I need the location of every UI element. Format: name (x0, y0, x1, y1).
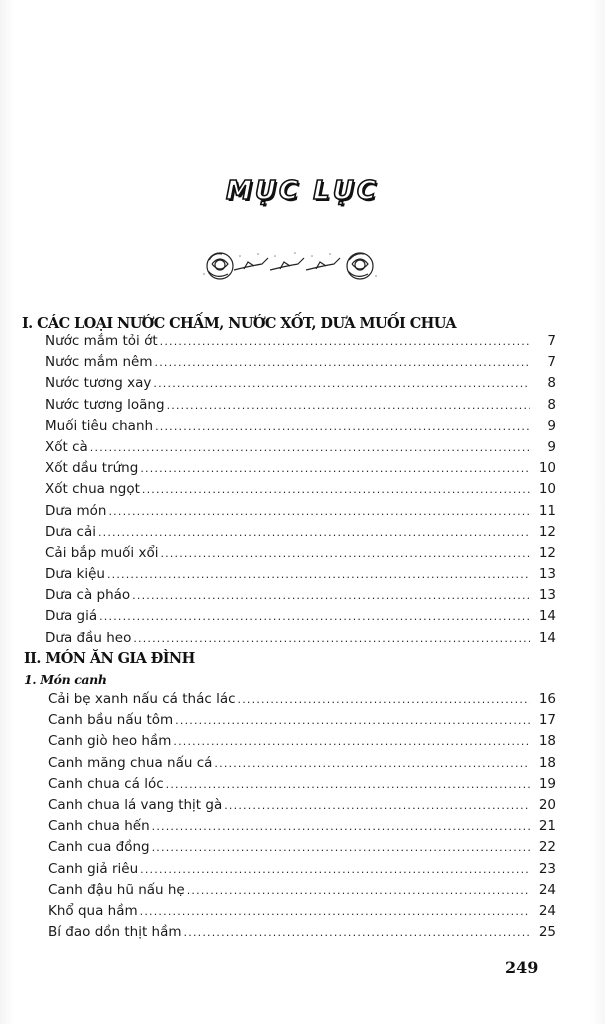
toc-entry[interactable] (45, 460, 556, 481)
toc-entry-label: Dưa giá (45, 608, 98, 625)
toc-entry[interactable] (45, 333, 556, 354)
toc-entry-page: 22 (538, 839, 556, 856)
toc-entry-page: 7 (547, 354, 556, 371)
toc-entry-label: Cải bẹ xanh nấu cá thác lác (48, 691, 236, 707)
toc-entry-label: Dưa cải (45, 523, 96, 540)
toc-entry-page: 9 (547, 417, 556, 434)
toc-entry-label: Dưa kiệu (45, 566, 105, 583)
toc-entry-label: Xốt dầu trứng (45, 460, 139, 477)
toc-entry-page: 14 (538, 608, 556, 625)
dot-leader (166, 778, 530, 791)
toc-entry-page: 8 (547, 396, 556, 413)
toc-entry[interactable] (45, 608, 556, 629)
toc-entry[interactable] (45, 566, 556, 587)
toc-entry-label: Dưa món (45, 502, 107, 519)
toc-entry-label: Canh chua hến (48, 818, 150, 835)
page-title: MỤC LỤC (226, 176, 379, 206)
rose-vine-ornament-icon (200, 244, 380, 284)
dot-leader (160, 547, 530, 560)
toc-entry[interactable] (48, 818, 556, 839)
section-heading-2: II. MÓN ĂN GIA ĐÌNH (24, 650, 195, 667)
toc-entry-label: Nước mắm tỏi ớt (45, 333, 158, 349)
dot-leader (224, 799, 530, 812)
toc-entry-label: Xốt cà (45, 438, 88, 455)
toc-entry[interactable] (48, 755, 556, 776)
toc-entry-page: 19 (538, 775, 556, 792)
toc-entry[interactable] (45, 524, 556, 545)
toc-entry-page: 18 (538, 754, 556, 771)
toc-entry[interactable] (45, 630, 556, 651)
toc-entry-page: 10 (538, 460, 556, 477)
toc-entry-page: 16 (538, 691, 556, 707)
dot-leader (152, 841, 530, 854)
toc-entry-page: 20 (538, 796, 556, 813)
toc-entry-page: 18 (538, 733, 556, 750)
dot-leader (238, 693, 530, 706)
toc-entry[interactable] (45, 418, 556, 439)
dot-leader (173, 735, 530, 748)
dot-leader (140, 462, 530, 475)
toc-entry[interactable] (45, 439, 556, 460)
toc-entry-label: Canh măng chua nấu cá (48, 754, 213, 771)
dot-leader (184, 926, 530, 939)
toc-entry[interactable] (48, 797, 556, 818)
dot-leader (140, 905, 530, 918)
toc-entry-page: 13 (538, 587, 556, 604)
toc-entry-page: 8 (547, 375, 556, 392)
toc-list-section-1 (45, 333, 556, 651)
dot-leader (140, 863, 530, 876)
toc-entry-page: 25 (538, 924, 556, 941)
toc-entry-page: 21 (538, 818, 556, 835)
toc-entry-page: 24 (538, 902, 556, 919)
toc-entry[interactable] (48, 903, 556, 924)
toc-entry[interactable] (48, 861, 556, 882)
toc-entry-page: 9 (547, 438, 556, 455)
page-number: 249 (505, 958, 539, 977)
dot-leader (187, 884, 530, 897)
toc-entry[interactable] (45, 354, 556, 375)
dot-leader (152, 820, 530, 833)
dot-leader (153, 377, 530, 390)
toc-entry-page: 14 (538, 629, 556, 646)
dot-leader (155, 420, 530, 433)
toc-entry[interactable] (48, 776, 556, 797)
toc-entry-label: Canh giả riêu (48, 860, 139, 877)
dot-leader (98, 526, 530, 539)
toc-entry[interactable] (48, 712, 556, 733)
toc-entry-label: Canh bầu nấu tôm (48, 712, 174, 729)
toc-entry-label: Canh chua lá vang thịt gà (48, 796, 223, 813)
dot-leader (142, 483, 530, 496)
toc-entry[interactable] (48, 882, 556, 903)
toc-entry-page: 17 (538, 712, 556, 729)
dot-leader (90, 441, 530, 454)
dot-leader (175, 714, 530, 727)
toc-entry-label: Muối tiêu chanh (45, 417, 154, 434)
toc-entry-page: 11 (538, 502, 556, 519)
dot-leader (132, 589, 530, 602)
toc-entry[interactable] (48, 691, 556, 712)
subsection-heading: 1. Món canh (24, 672, 107, 687)
toc-entry-label: Canh cua đồng (48, 839, 150, 856)
toc-entry-label: Dưa đầu heo (45, 629, 132, 646)
toc-entry[interactable] (45, 397, 556, 418)
toc-entry[interactable] (45, 503, 556, 524)
toc-entry[interactable] (45, 375, 556, 396)
toc-entry-label: Nước tương xay (45, 375, 152, 392)
toc-entry[interactable] (45, 587, 556, 608)
dot-leader (108, 505, 530, 518)
toc-entry[interactable] (45, 545, 556, 566)
dot-leader (133, 632, 530, 645)
dot-leader (107, 568, 530, 581)
toc-entry-label: Bí đao dồn thịt hầm (48, 924, 182, 941)
toc-entry[interactable] (48, 839, 556, 860)
toc-entry-label: Canh đậu hũ nấu hẹ (48, 881, 185, 898)
toc-list-section-2 (48, 691, 556, 945)
toc-entry-label: Canh chua cá lóc (48, 775, 164, 792)
toc-entry[interactable] (45, 481, 556, 502)
toc-entry-page: 10 (538, 481, 556, 498)
toc-entry-label: Canh giò heo hầm (48, 733, 172, 750)
dot-leader (160, 335, 530, 348)
dot-leader (167, 399, 530, 412)
toc-entry-label: Cải bắp muối xổi (45, 544, 159, 561)
toc-entry-page: 24 (538, 881, 556, 898)
toc-entry-label: Nước tương loãng (45, 396, 165, 413)
dot-leader (99, 610, 530, 623)
toc-entry-page: 13 (538, 566, 556, 583)
toc-entry-label: Xốt chua ngọt (45, 481, 140, 498)
toc-entry-page: 12 (538, 523, 556, 540)
toc-entry[interactable] (48, 924, 556, 945)
section-heading-1: I. CÁC LOẠI NƯỚC CHẤM, NƯỚC XỐT, DƯA MUỐI CHUA (22, 315, 456, 332)
dot-leader (155, 356, 530, 369)
toc-entry[interactable] (48, 733, 556, 754)
toc-entry-label: Nước mắm nêm (45, 354, 153, 371)
toc-entry-label: Khổ qua hầm (48, 902, 138, 919)
dot-leader (214, 757, 530, 770)
toc-entry-page: 23 (538, 860, 556, 877)
toc-entry-label: Dưa cà pháo (45, 587, 131, 604)
toc-entry-page: 12 (538, 544, 556, 561)
toc-entry-page: 7 (547, 333, 556, 349)
